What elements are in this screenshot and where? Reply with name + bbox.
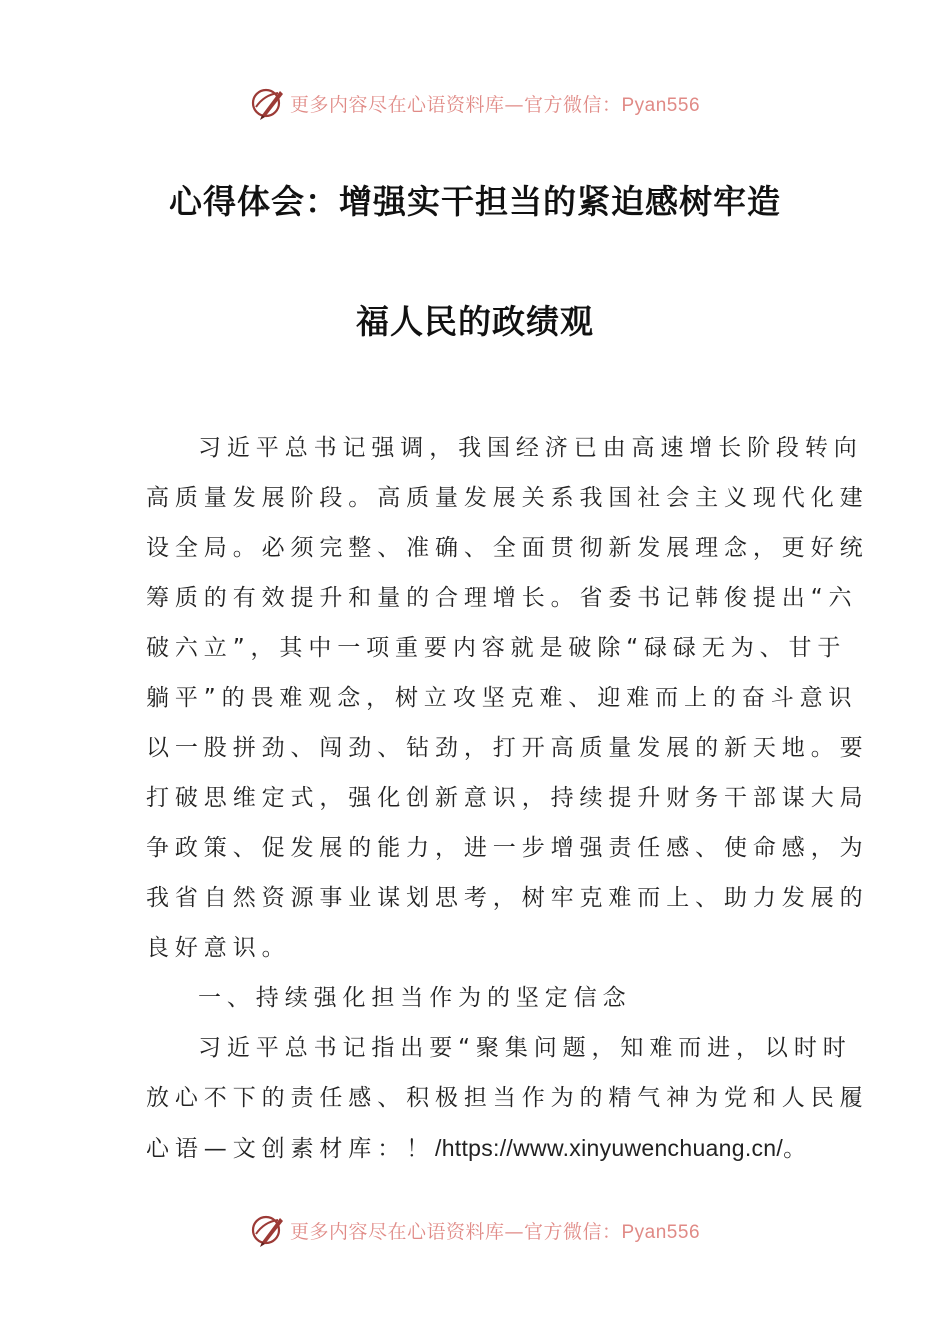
footer-banner xyxy=(0,1210,950,1250)
text-line: 高质量发展阶段。高质量发展关系我国社会主义现代化建 xyxy=(146,485,869,511)
text-line: 良好意识。 xyxy=(146,935,291,961)
text-line: 筹质的有效提升和量的合理增长。省委书记韩俊提出“六 xyxy=(146,585,858,611)
text-line: 设全局。必须完整、准确、全面贯彻新发展理念，更好统 xyxy=(146,535,869,561)
title-line-2: 福人民的政绩观 xyxy=(356,302,594,341)
header-banner xyxy=(0,83,950,123)
pen-logo-icon xyxy=(250,1212,286,1248)
header-banner-text: 更多内容尽在心语资料库—官方微信：Pyan556 xyxy=(289,93,701,116)
text-line: 破六立”，其中一项重要内容就是破除“碌碌无为、甘于 xyxy=(146,635,847,661)
text-line: 习近平总书记指出要“聚集问题，知难而进，以时时 xyxy=(198,1035,852,1061)
text-line: 争政策、促发展的能力，进一步增强责任感、使命感，为 xyxy=(146,835,869,861)
text-line: 以一股拼劲、闯劲、钻劲，打开高质量发展的新天地。要 xyxy=(146,735,869,761)
source-line: 心语—文创素材库：！/https://www.xinyuwenchuang.cn/。 xyxy=(146,1135,812,1162)
footer-banner-text: 更多内容尽在心语资料库—官方微信：Pyan556 xyxy=(289,1220,701,1243)
text-line: 躺平”的畏难观念，树立攻坚克难、迎难而上的奋斗意识 xyxy=(146,685,858,711)
section-heading: 一、持续强化担当作为的坚定信念 xyxy=(198,985,632,1011)
title-line-1: 心得体会：增强实干担当的紧迫感树牢造 xyxy=(169,182,781,221)
body-text xyxy=(146,423,869,1173)
text-line: 放心不下的责任感、积极担当作为的精气神为党和人民履 xyxy=(146,1085,869,1111)
pen-logo-icon xyxy=(250,85,286,121)
source-url: /https://www.xinyuwenchuang.cn/ xyxy=(435,1135,784,1161)
text-line: 打破思维定式，强化创新意识，持续提升财务干部谋大局 xyxy=(146,785,869,811)
text-line: 我省自然资源事业谋划思考，树牢克难而上、助力发展的 xyxy=(146,885,869,911)
text-line: 习近平总书记强调，我国经济已由高速增长阶段转向 xyxy=(198,435,863,461)
